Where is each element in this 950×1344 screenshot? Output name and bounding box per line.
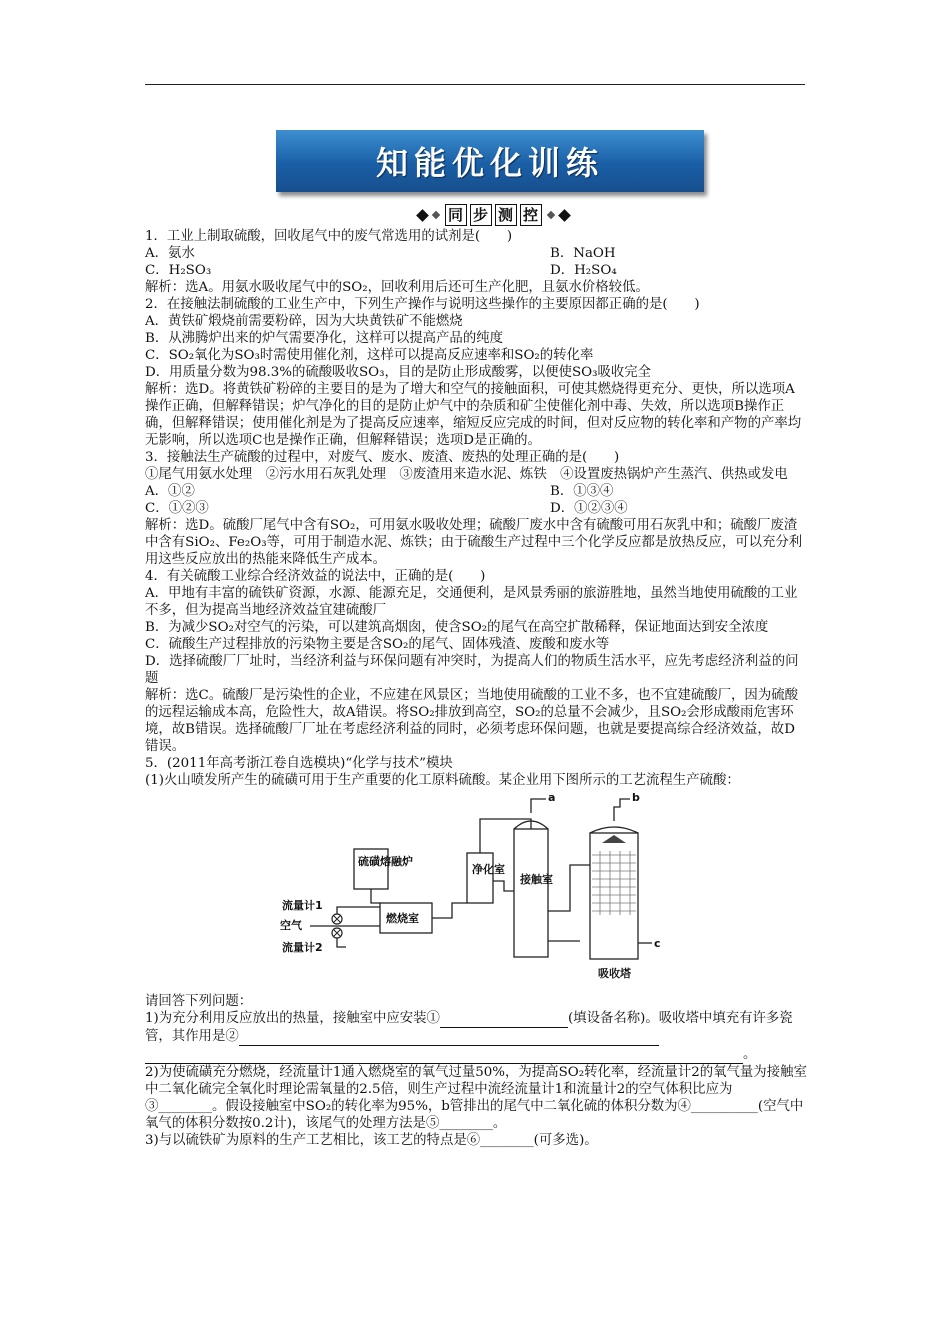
- pipe-a-label: a: [548, 791, 556, 804]
- question-3-stem: 3．接触法生产硫酸的过程中，对废气、废水、废渣、废热的处理正确的是( ): [145, 450, 620, 465]
- pipe-c-label: c: [654, 937, 661, 950]
- question-4-option-c: C．硫酸生产过程排放的污染物主要是含SO₂的尾气、固体残渣、废酸和废水等: [145, 637, 610, 652]
- purify-box: [467, 853, 493, 903]
- question-2-option-a: A．黄铁矿煅烧前需要粉碎，因为大块黄铁矿不能燃烧: [145, 314, 463, 329]
- question-1-stem: 1．工业上制取硫酸，回收尾气中的废气常选用的试剂是( ): [145, 229, 513, 244]
- answer-blank-2[interactable]: [239, 1028, 659, 1046]
- question-4-option-b: B．为减少SO₂对空气的污染，可以建筑高烟囱，使含SO₂的尾气在高空扩散稀释，保证地面达到安全浓度: [145, 620, 769, 635]
- question-4-stem: 4．有关硫酸工业综合经济效益的说法中，正确的是( ): [145, 569, 486, 584]
- question-5-stem: 5．(2011年高考浙江卷自选模块)“化学与技术”模块: [145, 756, 453, 771]
- question-5-part3: 3)与以硫铁矿为原料的生产工艺相比，该工艺的特点是⑥________(可多选)。: [145, 1133, 598, 1148]
- question-3-answer: 解析：选D。硫酸厂尾气中含有SO₂，可用氨水吸收处理；硫酸厂废水中含有硫酸可用石灰乳中和；硫酸厂废渣中含有SiO₂、Fe₂O₃等，可用于制造水泥、炼铁；由于硫酸生产过程中三个化学反应都是放热反应，可以充分利用这些反应放出的热能来降低生产成本。: [145, 518, 803, 567]
- answer-blank-2-cont[interactable]: [145, 1046, 743, 1064]
- diamond-icon: [416, 209, 429, 222]
- spray-head: [602, 835, 626, 843]
- contact-label: 接触室: [520, 873, 553, 886]
- question-1-options-ab: A．氨水 B．NaOH: [145, 246, 616, 261]
- question-3-options-cd: C．①②③ D．①②③④: [145, 501, 628, 516]
- air-label: 空气: [280, 919, 302, 932]
- question-1-options-cd: C．H₂SO₃ D．H₂SO₄: [145, 263, 617, 278]
- question-2-answer: 解析：选D。将黄铁矿粉碎的主要目的是为了增大和空气的接触面积，可使其燃烧得更充分、更快，所以选项A操作正确，但解释错误；炉气净化的目的是防止炉气中的杂质和矿尘使催化剂中毒、失效，所以选项B操作正确，但解释错误；使用催化剂是为了提高反应速率，缩短反应完成的时间，但对反应物的转化率和产物的产率均无影响，所以选项C也是操作正确，但解释错误；选项D是正确的。: [145, 382, 802, 448]
- question-1-answer: 解析：选A。用氨水吸收尾气中的SO₂，回收利用后还可生产化肥，且氨水价格较低。: [145, 280, 649, 295]
- diamond-icon: [558, 209, 571, 222]
- diamond-icon: [431, 211, 439, 219]
- question-4-option-d: D．选择硫酸厂厂址时，当经济利益与环保问题有冲突时，为提高人们的物质生活水平，应先考虑经济利益的问题: [145, 654, 799, 686]
- meter2-label: 流量计2: [282, 941, 323, 954]
- question-2-stem: 2．在接触法制硫酸的工业生产中，下列生产操作与说明这些操作的主要原因都正确的是( ): [145, 297, 700, 312]
- absorb-label: 吸收塔: [598, 967, 631, 980]
- banner-title: 知能优化训练: [375, 144, 604, 182]
- title-banner: [276, 130, 704, 192]
- question-4-answer: 解析：选C。硫酸厂是污染性的企业，不应建在风景区；当地使用硫酸的工业不多，也不宜建硫酸厂，因为硫酸的远程运输成本高，危险性大，故A错误。将SO₂排放到高空，SO₂的总量不会减少，且SO₂会形成酸雨危害环境，故B错误。选择硫酸厂厂址在考虑经济利益的同时，必须考虑环保问题，也就是要提高综合经济效益，故D错误。: [145, 688, 798, 754]
- meter1-label: 流量计1: [282, 899, 323, 912]
- question-4-option-a: A．甲地有丰富的硫铁矿资源，水源、能源充足，交通便利，是风景秀丽的旅游胜地，虽然当地使用硫酸的工业不多，但为提高当地经济效益宜建硫酸厂: [145, 586, 798, 618]
- flow-diagram-svg: [280, 791, 680, 987]
- burner-label: 燃烧室: [386, 912, 419, 925]
- section-title: 同 步 测 控: [445, 204, 542, 226]
- section-heading: [393, 204, 593, 226]
- purify-label: 净化室: [472, 863, 505, 876]
- answer-blank-1[interactable]: [440, 1010, 568, 1028]
- document-body: [145, 228, 807, 1149]
- pipe-b-label: b: [632, 791, 640, 804]
- question-3-options-ab: A．①② B．①③④: [145, 484, 614, 499]
- tower-box: [590, 833, 638, 959]
- question-5-intro: (1)火山喷发所产生的硫磺可用于生产重要的化工原料硫酸。某企业用下图所示的工艺流程生产硫酸：: [145, 773, 740, 788]
- diamond-icon: [546, 211, 554, 219]
- furnace-label: 硫磺熔融炉: [358, 855, 413, 868]
- question-2-option-c: C．SO₂氧化为SO₃时需使用催化剂，这样可以提高反应速率和SO₂的转化率: [145, 348, 594, 363]
- question-2-option-d: D．用质量分数为98.3%的硫酸吸收SO₃，目的是防止形成酸雾，以便使SO₃吸收完全: [145, 365, 652, 380]
- question-3-items: ①尾气用氨水处理 ②污水用石灰乳处理 ③废渣用来造水泥、炼铁 ④设置废热锅炉产生蒸汽、供热或发电: [145, 467, 788, 482]
- question-5-part2: 2)为使硫磺充分燃烧，经流量计1通入燃烧室的氧气过量50%，为提高SO₂转化率，经流量计2的氧气量为接触室中二氧化硫完全氧化时理论需氧量的2.5倍，则生产过程中流经流量计1和流量计2的空气体积比应为③________。假设接触室中SO₂的转化率为95%，b管排出的尾气中二氧化硫的体积分数为④__________(空气中氧气的体积分数按0.2计)，该尾气的处理方法是⑤________。: [145, 1065, 807, 1131]
- contact-box: [514, 829, 548, 957]
- question-5-part1: 1)为充分利用反应放出的热量，接触室中应安装① (填设备名称)。吸收塔中填充有许多瓷管，其作用是② 。: [145, 1011, 793, 1062]
- header-rule: [145, 84, 805, 85]
- question-2-option-b: B．从沸腾炉出来的炉气需要净化，这样可以提高产品的纯度: [145, 331, 503, 346]
- question-5-lead: 请回答下列问题：: [145, 994, 253, 1009]
- process-flow-diagram: [145, 791, 807, 989]
